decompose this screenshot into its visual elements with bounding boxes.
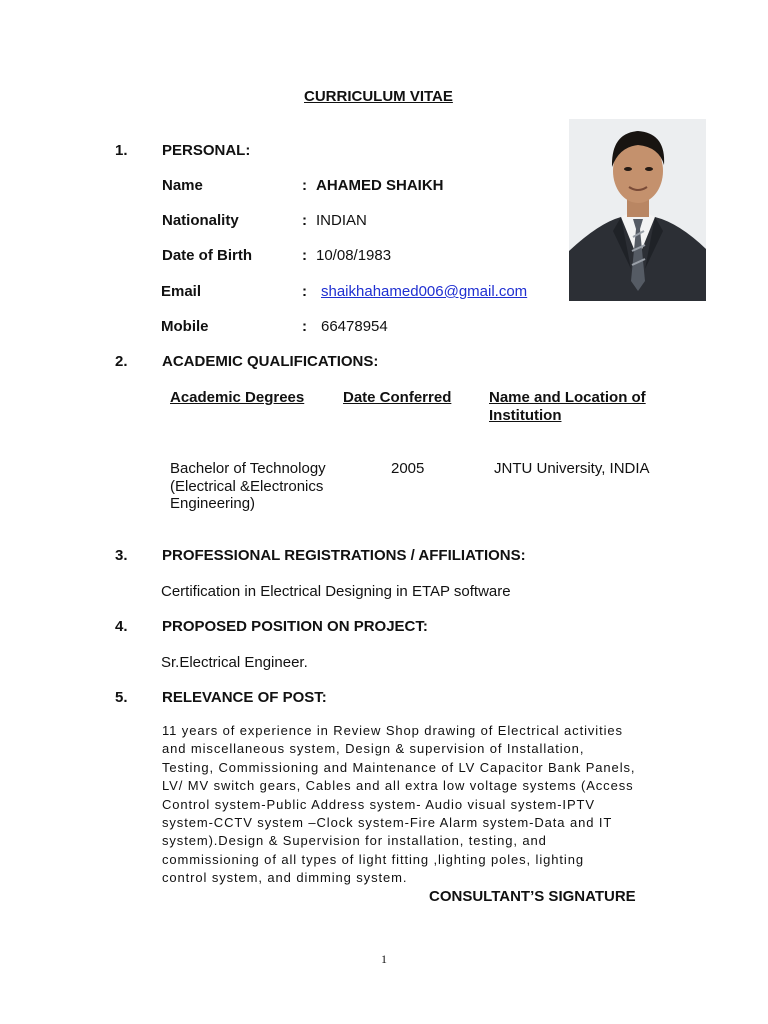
section-number-5: 5. bbox=[115, 689, 128, 706]
name-value: AHAMED SHAIKH bbox=[316, 177, 444, 194]
mobile-value: 66478954 bbox=[321, 318, 388, 335]
dob-label: Date of Birth bbox=[162, 247, 252, 264]
nationality-value: INDIAN bbox=[316, 212, 367, 229]
dob-value: 10/08/1983 bbox=[316, 247, 392, 264]
section-heading-academic: ACADEMIC QUALIFICATIONS: bbox=[162, 353, 379, 370]
section-heading-position: PROPOSED POSITION ON PROJECT: bbox=[162, 618, 428, 635]
institution-cell: JNTU University, INDIA bbox=[494, 460, 650, 477]
mobile-separator: : bbox=[302, 318, 307, 335]
date-cell: 2005 bbox=[391, 460, 425, 477]
section-heading-personal: PERSONAL: bbox=[162, 142, 251, 159]
mobile-label: Mobile bbox=[161, 318, 209, 335]
profile-photo bbox=[569, 119, 706, 301]
consultant-signature: CONSULTANT’S SIGNATURE bbox=[429, 888, 636, 905]
section-heading-relevance: RELEVANCE OF POST: bbox=[162, 689, 327, 706]
academic-degrees-header: Academic Degrees bbox=[170, 389, 305, 406]
email-link[interactable]: shaikhahamed006@gmail.com bbox=[321, 283, 528, 300]
email-separator: : bbox=[302, 283, 307, 300]
section-number-2: 2. bbox=[115, 353, 128, 370]
section-number-1: 1. bbox=[115, 142, 128, 159]
name-label: Name bbox=[162, 177, 203, 194]
name-separator: : bbox=[302, 177, 307, 194]
section-number-3: 3. bbox=[115, 547, 128, 564]
email-label: Email bbox=[161, 283, 202, 300]
position-text: Sr.Electrical Engineer. bbox=[161, 654, 308, 671]
institution-header: Name and Location of Institution bbox=[489, 389, 646, 424]
section-number-4: 4. bbox=[115, 618, 128, 635]
registrations-text: Certification in Electrical Designing in ETAP software bbox=[161, 583, 511, 600]
nationality-label: Nationality bbox=[162, 212, 239, 229]
nationality-separator: : bbox=[302, 212, 307, 229]
page-number: 1 bbox=[381, 952, 387, 966]
relevance-paragraph: 11 years of experience in Review Shop drawing of Electrical activities and miscellaneous system, Design & supervision of Installation, Testing, Commissioning and Maintenance of LV Capacitor Bank Panels, LV/ MV switch gears, Cables and all extra low voltage systems (Access Control system-Public Address system- Audio visual system-IPTV system-CCTV system –Clock system-Fire Alarm system-Data and IT system).Design & Supervision for installation, testing, and commissioning of all types of light fitting ,lighting poles, lighting control system, and dimming system. bbox=[162, 723, 636, 886]
section-heading-registrations: PROFESSIONAL REGISTRATIONS / AFFILIATIONS: bbox=[162, 547, 526, 564]
page-title: CURRICULUM VITAE bbox=[304, 88, 453, 105]
dob-separator: : bbox=[302, 247, 307, 264]
degree-cell: Bachelor of Technology (Electrical &Electronics Engineering) bbox=[170, 460, 326, 512]
date-conferred-header: Date Conferred bbox=[343, 389, 452, 406]
